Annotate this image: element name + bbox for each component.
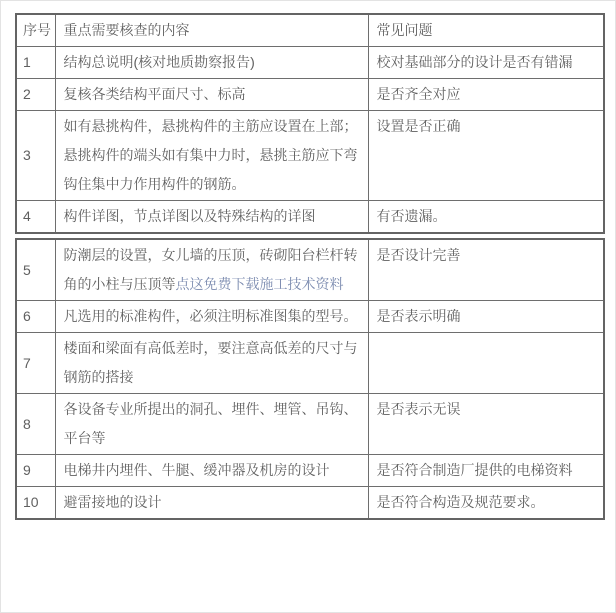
table-row <box>16 239 604 301</box>
content-cell: 凡选用的标准构件，必须注明标准图集的型号。 <box>55 301 368 333</box>
content-cell: 复核各类结构平面尺寸、标高 <box>55 79 368 111</box>
content-text: 防潮层的设置，女儿墙的压顶，砖砌阳台栏杆转角的小柱与压顶等 <box>63 247 358 292</box>
table-row <box>16 111 604 201</box>
table-row <box>16 301 604 333</box>
row-number: 10 <box>16 487 55 520</box>
header-col-problem: 常见问题 <box>368 14 604 47</box>
header-col-no: 序号 <box>16 14 55 47</box>
problem-cell: 有否遗漏。 <box>368 201 604 234</box>
table-row <box>16 487 604 520</box>
download-link[interactable]: 点这免费下载施工技术资料 <box>175 276 344 292</box>
problem-cell: 是否齐全对应 <box>368 79 604 111</box>
content-cell <box>55 239 368 301</box>
row-number: 9 <box>16 455 55 487</box>
header-col-content: 重点需要核查的内容 <box>55 14 368 47</box>
table-row <box>16 201 604 234</box>
row-number: 8 <box>16 394 55 455</box>
problem-cell: 设置是否正确 <box>368 111 604 201</box>
row-number: 6 <box>16 301 55 333</box>
problem-cell <box>368 333 604 394</box>
row-number: 4 <box>16 201 55 234</box>
problem-cell: 是否设计完善 <box>368 239 604 301</box>
table-row <box>16 79 604 111</box>
content-cell: 各设备专业所提出的洞孔、埋件、埋管、吊钩、平台等 <box>55 394 368 455</box>
row-number: 5 <box>16 239 55 301</box>
row-number: 3 <box>16 111 55 201</box>
header-row <box>16 14 604 47</box>
problem-cell: 是否表示无误 <box>368 394 604 455</box>
table-row <box>16 455 604 487</box>
content-cell: 楼面和梁面有高低差时，要注意高低差的尺寸与钢筋的搭接 <box>55 333 368 394</box>
table-row <box>16 333 604 394</box>
checklist-table-lower <box>15 238 605 520</box>
row-number: 2 <box>16 79 55 111</box>
problem-cell: 是否表示明确 <box>368 301 604 333</box>
problem-cell: 是否符合制造厂提供的电梯资料 <box>368 455 604 487</box>
content-cell: 避雷接地的设计 <box>55 487 368 520</box>
row-number: 7 <box>16 333 55 394</box>
checklist-table-upper <box>15 13 605 234</box>
table-row <box>16 47 604 79</box>
row-number: 1 <box>16 47 55 79</box>
problem-cell: 校对基础部分的设计是否有错漏 <box>368 47 604 79</box>
content-cell: 构件详图，节点详图以及特殊结构的详图 <box>55 201 368 234</box>
problem-cell: 是否符合构造及规范要求。 <box>368 487 604 520</box>
content-cell: 结构总说明(核对地质勘察报告) <box>55 47 368 79</box>
table-row <box>16 394 604 455</box>
content-cell: 如有悬挑构件，悬挑构件的主筋应设置在上部；悬挑构件的端头如有集中力时，悬挑主筋应下弯钩住集中力作用构件的钢筋。 <box>55 111 368 201</box>
content-cell: 电梯井内埋件、牛腿、缓冲器及机房的设计 <box>55 455 368 487</box>
